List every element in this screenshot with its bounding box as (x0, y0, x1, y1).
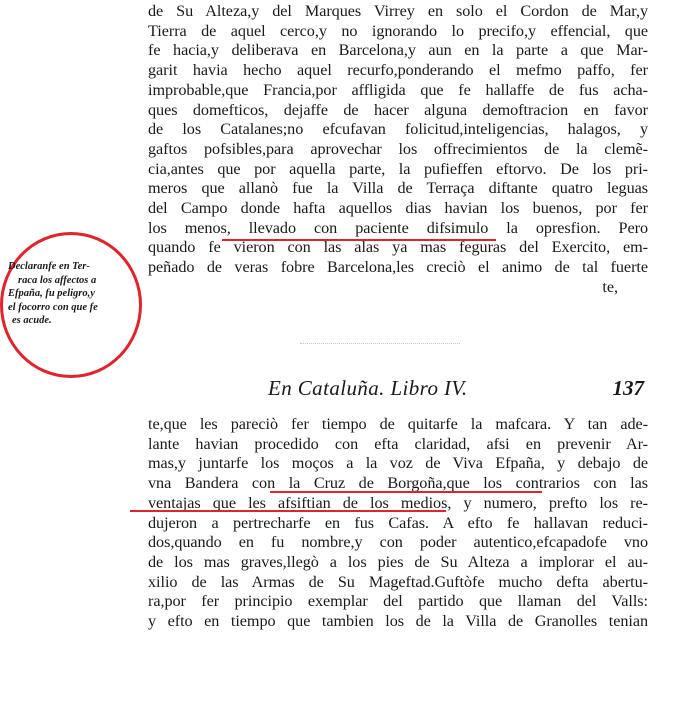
text-line: dos,quando en fu nombre,y con poder autentico,efcapadofe vno (148, 533, 648, 552)
marginal-note (8, 260, 136, 328)
text-line: de los mas graves,llegò a los pies de Su Alteza a implorar el au- (148, 552, 648, 571)
text-line: gaftos pofsibles,para aprovechar los offrecimientos de la clemẽ- (148, 139, 648, 158)
text-line: garit havia hecho aquel recurfo,ponderando el mefmo paffo, fer (148, 61, 648, 80)
margin-note-line: Declaranfe en Ter- (8, 261, 90, 272)
text-line: improbable,que Francia,por affligida que fe hallaffe de fus acha- (148, 80, 648, 99)
text-line: Tierra de aquel cerco,y no ignorando lo precifo,y effencial, que (148, 21, 648, 40)
margin-note-line: el focorro con que fe (8, 301, 98, 313)
text-line: te,que les pareciò fer tiempo de quitarfe la mafcara. Y tan ade- (148, 415, 648, 433)
text-line: los menos, llevado con paciente difsimulo la opresfion. Pero (148, 218, 648, 237)
print-smudge (300, 343, 460, 346)
running-head-title: En Cataluña. Libro IV. (268, 376, 468, 400)
margin-note-line: raca los affectos a (18, 274, 97, 286)
text-line: fe hacia,y deliberava en Barcelona,y aun en la parte a que Mar- (148, 41, 648, 60)
text-line: quando fe vieron con las alas ya mas feguras del Exercito, em- (148, 238, 648, 257)
text-line: de los Catalanes;no efcufavan folicitud,inteligencias, halagos, y (148, 120, 648, 139)
text-line: ventajas que les afsiftian de los medios, y numero, prefto los re- (148, 493, 648, 512)
catchword: te, (602, 277, 618, 296)
running-head (268, 376, 644, 402)
text-line: y efto en tiempo que tambien los de la Villa de Granolles tenian (148, 612, 648, 631)
text-line: xilio de las Armas de Su Mageftad.Guftòfe mucho defta abertu- (148, 572, 648, 591)
text-line: lante havian procedido con efta claridad, afsi en prevenir Ar- (148, 434, 648, 453)
text-line: peñado de veras fobre Barcelona,les creciò el animo de tal fuerte (148, 258, 648, 277)
text-line: ques domefticos, dejaffe de hacer alguna demoftracion en favor (148, 100, 648, 119)
body-text-top (148, 2, 648, 298)
underline-annotation (130, 510, 446, 512)
margin-note-line: es acude. (12, 315, 52, 326)
text-line: del Campo donde hafta aquellos dias havian los buenos, por fer (148, 199, 648, 218)
text-line: dujeron a pertrecharfe en fus Cafas. A efto fe hallavan reduci- (148, 513, 648, 532)
text-line: cia,antes que por aquella parte, la pufieffen eftorvo. De los pri- (148, 159, 648, 178)
underline-annotation (270, 491, 542, 493)
underline-annotation (222, 239, 496, 241)
text-line: meros que allanò fue la Villa de Terraça diftante quatro leguas (148, 179, 648, 198)
body-text-bottom (148, 415, 648, 632)
text-line: ra,por fer principio exemplar del partido que llaman del Valls: (148, 592, 648, 611)
text-line: vna Bandera con la Cruz de Borgoña,que los contrarios con las (148, 474, 648, 493)
margin-note-line: Efpaña, fu peligro,y (8, 288, 95, 299)
page-number: 137 (612, 376, 644, 400)
text-line: mas,y juntarfe los moços a la voz de Viva Efpaña, y debajo de (148, 454, 648, 473)
text-line: de Su Alteza,y del Marques Virrey en solo el Cordon de Mar,y (148, 2, 648, 20)
